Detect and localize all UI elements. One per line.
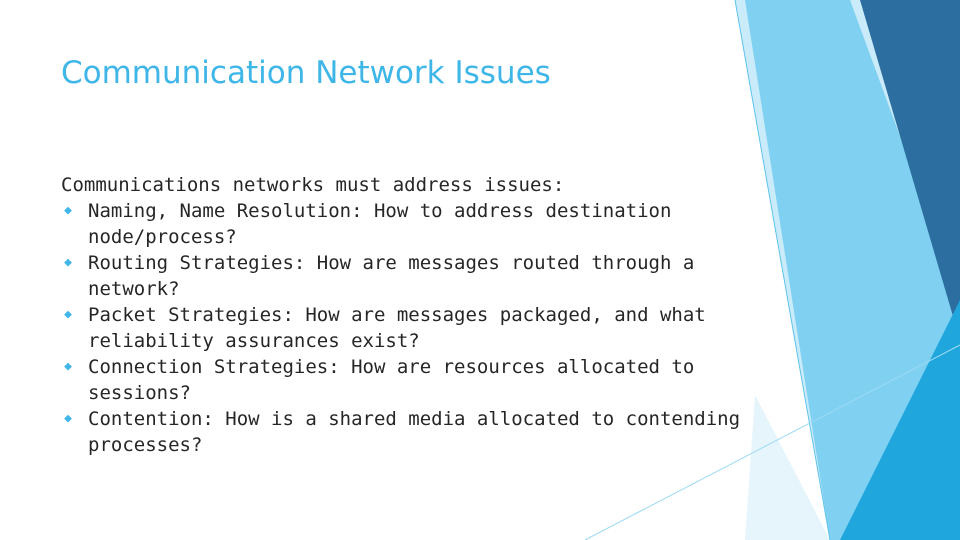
list-item [61,406,761,458]
diamond-bullet-icon: ◆ [64,255,72,270]
bullet-text: Naming, Name Resolution: How to address destination node/process? [88,200,672,248]
slide-title: Communication Network Issues [61,55,551,91]
bullet-list [61,198,761,458]
slide-body [61,172,761,458]
bullet-text: Contention: How is a shared media allocated to contending processes? [88,408,741,456]
list-item [61,354,761,406]
intro-text: Communications networks must address issues: [61,174,565,196]
list-item [61,250,761,302]
list-item [61,302,761,354]
diamond-bullet-icon: ◆ [64,411,72,426]
list-item [61,198,761,250]
diamond-bullet-icon: ◆ [64,359,72,374]
bullet-text: Connection Strategies: How are resources allocated to sessions? [88,356,695,404]
bullet-text: Packet Strategies: How are messages packaged, and what reliability assurances exist? [88,304,706,352]
diamond-bullet-icon: ◆ [64,307,72,322]
bullet-text: Routing Strategies: How are messages routed through a network? [88,252,695,300]
diamond-bullet-icon: ◆ [64,203,72,218]
